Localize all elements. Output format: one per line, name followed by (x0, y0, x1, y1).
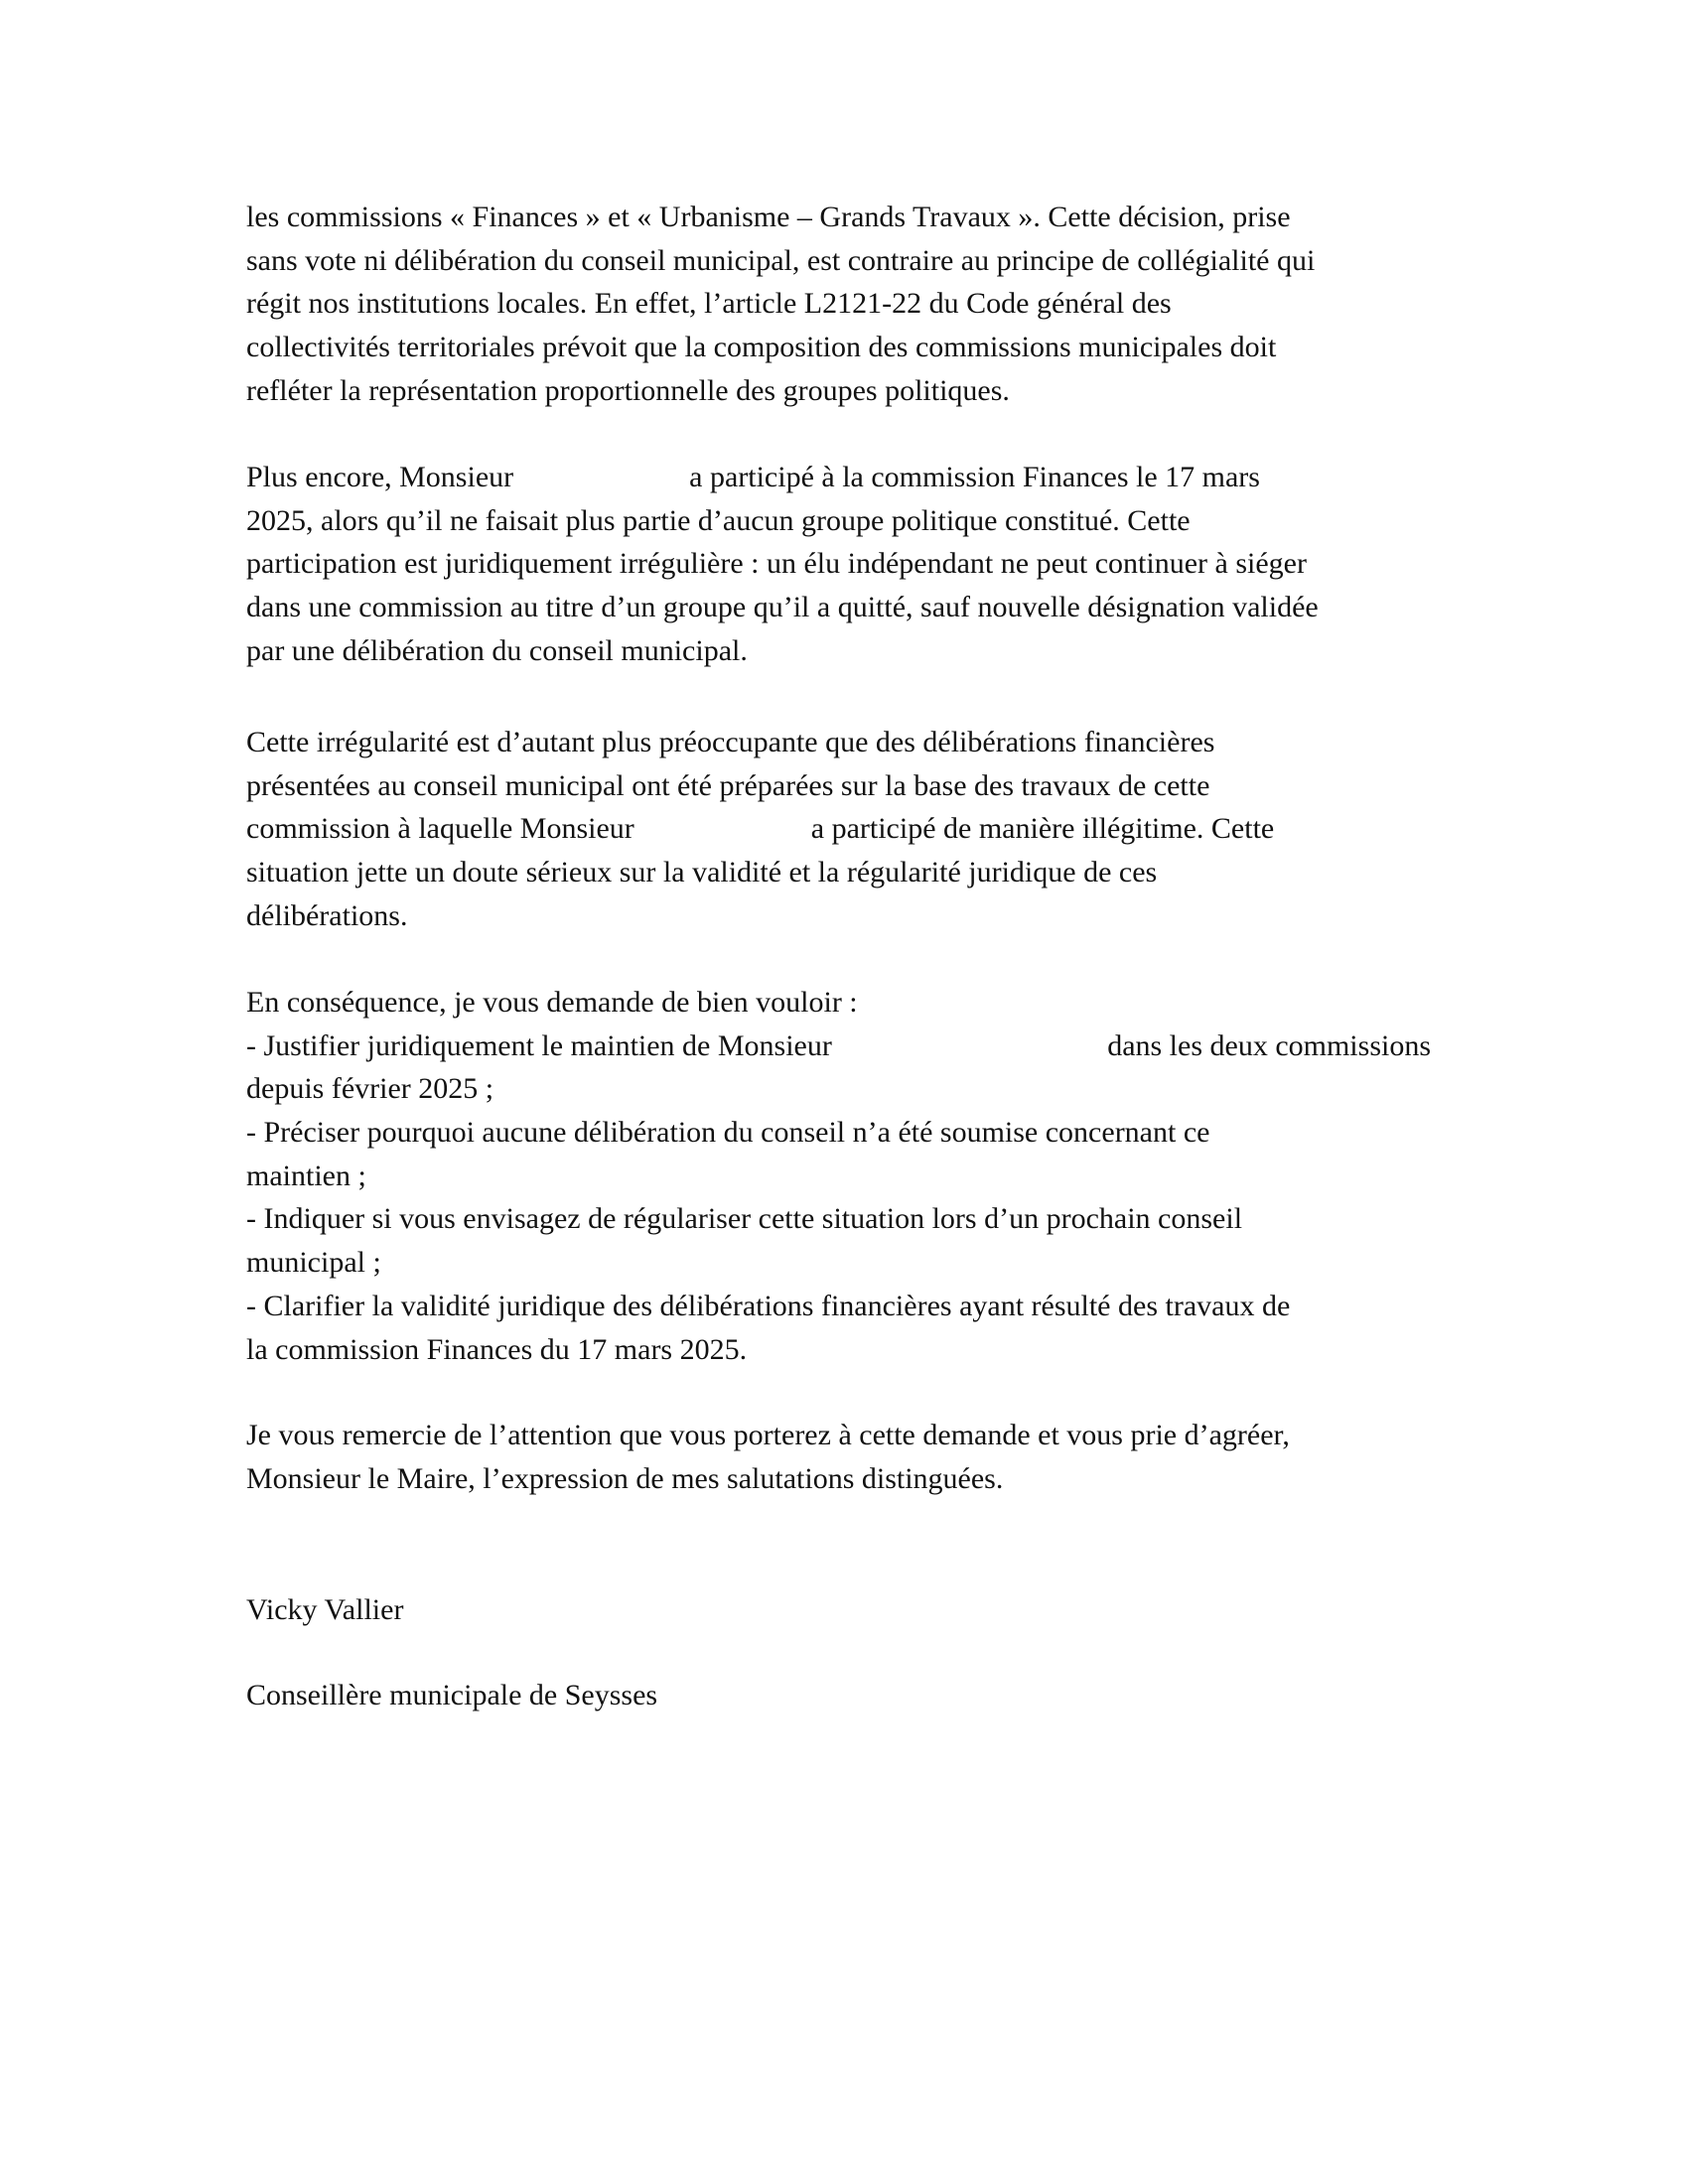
text-line: situation jette un doute sérieux sur la validité et la régularité juridique de ces (246, 856, 1158, 889)
text-line: délibérations. (246, 898, 408, 932)
text-line: régit nos institutions locales. En effet, l’article L2121-22 du Code général des (246, 287, 1172, 321)
signer-name: Vicky Vallier (246, 1593, 404, 1626)
text-line: 2025, alors qu’il ne faisait plus partie d’aucun groupe politique constitué. Cette (246, 503, 1191, 537)
text-line: les commissions « Finances » et « Urbanisme – Grands Travaux ». Cette décision, prise (246, 201, 1291, 233)
list-item: - Clarifier la validité juridique des délibérations financières ayant résulté des travaux de (246, 1289, 1291, 1322)
text-line: la commission Finances du 17 mars 2025. (246, 1332, 748, 1366)
text-line: En conséquence, je vous demande de bien vouloir : (246, 986, 858, 1019)
text-segment: commission à laquelle Monsieur (246, 812, 634, 846)
paragraph-participation (246, 456, 1438, 672)
text-segment: dans les deux commissions (1107, 1028, 1431, 1062)
signer-role: Conseillère municipale de Seysses (246, 1679, 658, 1711)
text-segment: Plus encore, Monsieur (246, 461, 514, 493)
text-line: Je vous remercie de l’attention que vous porterez à cette demande et vous prie d’agréer, (246, 1419, 1290, 1451)
list-item: - Indiquer si vous envisagez de régulariser cette situation lors d’un prochain conseil (246, 1202, 1243, 1236)
paragraph-commissions (246, 196, 1438, 412)
signature-name (246, 1588, 1438, 1632)
paragraph-demandes (246, 981, 1438, 1371)
text-line: présentées au conseil municipal ont été préparées sur la base des travaux de cette (246, 768, 1210, 802)
text-segment: - Justifier juridiquement le maintien de Monsieur (246, 1028, 832, 1062)
text-line: dans une commission au titre d’un groupe qu’il a quitté, sauf nouvelle désignation validée (246, 591, 1319, 624)
text-line: Cette irrégularité est d’autant plus préoccupante que des délibérations financières (246, 726, 1215, 758)
text-line (246, 456, 1438, 499)
text-segment: a participé à la commission Finances le 17 mars (689, 461, 1260, 493)
text-line: par une délibération du conseil municipal. (246, 633, 748, 667)
text-line: collectivités territoriales prévoit que la composition des commissions municipales doit (246, 331, 1277, 364)
text-line: municipal ; (246, 1246, 381, 1280)
signature-role (246, 1674, 1438, 1717)
list-item (246, 1024, 1431, 1068)
text-line: depuis février 2025 ; (246, 1072, 494, 1106)
text-line: participation est juridiquement irrégulière : un élu indépendant ne peut continuer à siéger (246, 547, 1307, 581)
closing-formula (246, 1414, 1438, 1500)
text-line: sans vote ni délibération du conseil municipal, est contraire au principe de collégialité qui (246, 243, 1316, 277)
paragraph-irregularite (246, 721, 1438, 937)
text-line: refléter la représentation proportionnelle des groupes politiques. (246, 373, 1010, 407)
list-item: - Préciser pourquoi aucune délibération du conseil n’a été soumise concernant ce (246, 1116, 1210, 1150)
text-segment: a participé de manière illégitime. Cette (810, 812, 1275, 846)
text-line: maintien ; (246, 1159, 366, 1192)
text-line: Monsieur le Maire, l’expression de mes salutations distinguées. (246, 1461, 1004, 1495)
text-line (246, 807, 1438, 851)
